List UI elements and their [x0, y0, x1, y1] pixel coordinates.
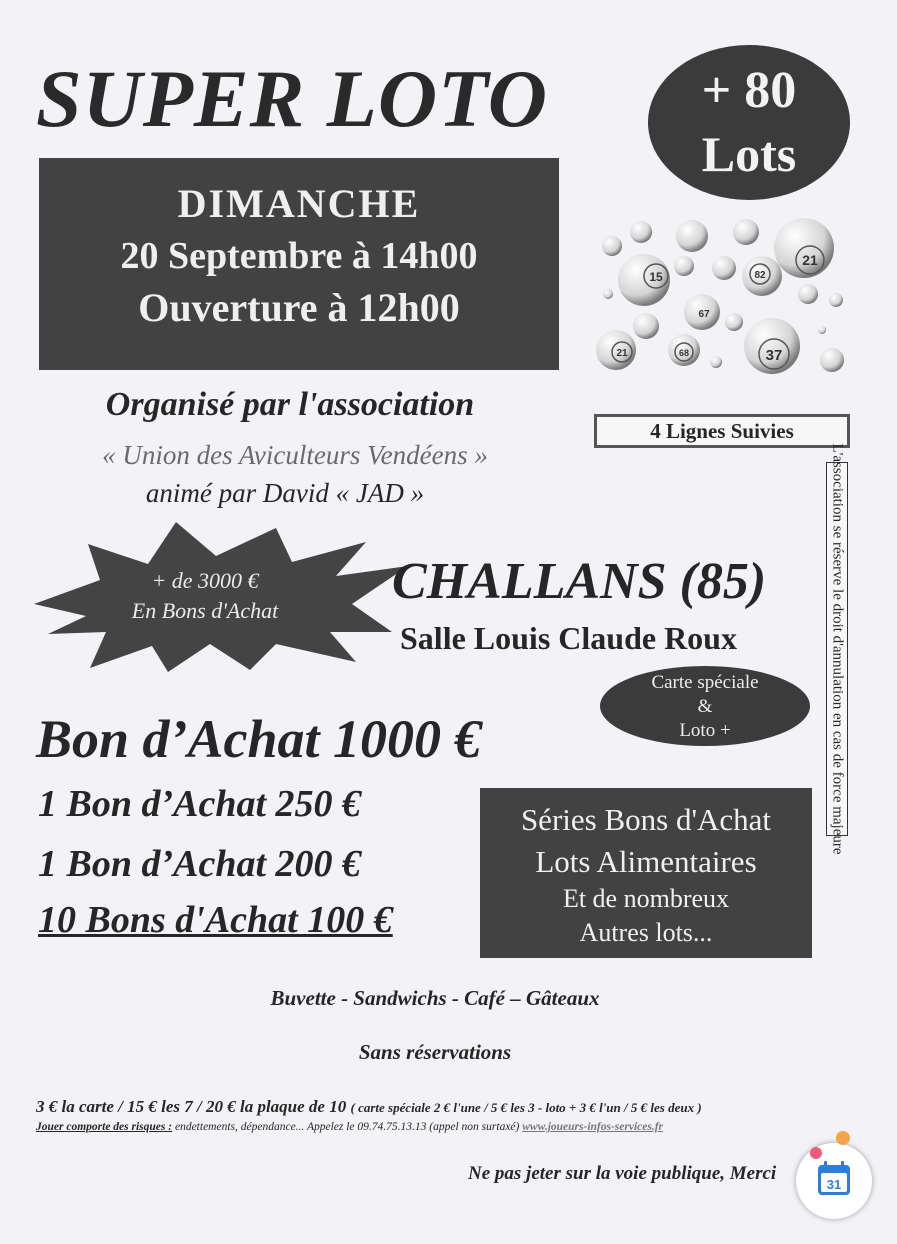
bingo-ball — [742, 256, 782, 296]
svg-text:21: 21 — [616, 348, 628, 359]
bingo-ball — [618, 254, 670, 306]
bingo-ball — [744, 318, 800, 374]
bingo-ball — [596, 330, 636, 370]
svg-text:67: 67 — [698, 309, 710, 320]
association-name: « Union des Aviculteurs Vendéens » — [102, 440, 488, 470]
series-line3: Et de nombreux — [562, 884, 730, 913]
cancellation-notice-text: L'association se réserve le droit d'annulation en cas de force majeure — [829, 443, 846, 855]
bingo-ball — [733, 219, 759, 245]
prize-200: 1 Bon d’Achat 200 € — [38, 843, 362, 885]
prize-250: 1 Bon d’Achat 250 € — [38, 783, 362, 825]
starburst-text — [60, 566, 350, 626]
hall-name: Salle Louis Claude Roux — [400, 620, 737, 656]
bingo-ball — [602, 236, 622, 256]
opening-time: Ouverture à 12h00 — [138, 285, 460, 330]
series-line2: Lots Alimentaires — [535, 844, 757, 879]
starburst-line1: + de 3000 € — [151, 568, 259, 593]
bingo-ball — [725, 313, 743, 331]
bingo-ball — [829, 293, 843, 307]
organizer-heading: Organisé par l'association — [105, 386, 475, 423]
risk-text: endettements, dépendance... Appelez le 09.74.75.13.13 (appel non surtaxé) — [172, 1121, 520, 1133]
bingo-ball — [820, 348, 844, 372]
bingo-ball — [603, 289, 613, 299]
series-line4: Autres lots... — [579, 918, 713, 947]
risk-label: Jouer comporte des risques : — [36, 1121, 173, 1133]
svg-text:37: 37 — [765, 347, 783, 364]
prize-100: 10 Bons d'Achat 100 € — [38, 899, 393, 941]
price-line — [36, 1097, 702, 1117]
city-name: CHALLANS (85) — [392, 553, 767, 610]
bingo-ball — [798, 284, 818, 304]
carte-line1: Carte spéciale — [651, 672, 759, 693]
svg-text:68: 68 — [678, 348, 690, 358]
svg-text:21: 21 — [802, 252, 818, 268]
carte-speciale-badge — [600, 666, 810, 746]
series-box — [480, 788, 812, 958]
price-main: 3 € la carte / 15 € les 7 / 20 € la plaque de 10 — [36, 1097, 347, 1116]
date-day: DIMANCHE — [177, 181, 421, 226]
no-reservations: Sans réservations — [358, 1040, 512, 1064]
refreshments-line: Buvette - Sandwichs - Café – Gâteaux — [270, 986, 600, 1010]
carte-line3: Loto + — [679, 720, 731, 741]
orange-dot — [836, 1131, 850, 1145]
main-prize: Bon d’Achat 1000 € — [36, 709, 482, 769]
bingo-ball — [684, 294, 720, 330]
calendar-icon — [796, 1143, 872, 1219]
svg-text:15: 15 — [649, 270, 663, 284]
lots-badge-line1: + 80 — [701, 62, 797, 119]
bingo-ball — [712, 256, 736, 280]
svg-text:82: 82 — [754, 270, 766, 281]
bingo-balls-illustration — [596, 210, 851, 380]
host-line: animé par David « JAD » — [145, 478, 425, 508]
bingo-ball — [710, 356, 722, 368]
bingo-ball — [674, 256, 694, 276]
bingo-ball — [668, 334, 700, 366]
lots-count-badge — [648, 45, 850, 200]
price-detail: ( carte spéciale 2 € l'une / 5 € les 3 - loto + 3 € l'un / 5 € les deux ) — [350, 1100, 702, 1115]
cancellation-notice — [826, 443, 848, 855]
gambling-risk-notice — [36, 1121, 663, 1133]
poster-title: SUPER LOTO — [36, 53, 548, 144]
series-line1: Séries Bons d'Achat — [520, 802, 772, 837]
litter-notice: Ne pas jeter sur la voie publique, Merci — [468, 1163, 777, 1184]
bingo-ball — [818, 326, 826, 334]
bingo-ball — [774, 218, 834, 278]
lots-badge-line2: Lots — [701, 126, 797, 182]
bingo-ball — [630, 221, 652, 243]
calendar-badge[interactable] — [796, 1143, 872, 1219]
date-time: 20 Septembre à 14h00 — [120, 235, 478, 277]
bingo-ball — [676, 220, 708, 252]
bingo-ball — [633, 313, 659, 339]
carte-line2: & — [697, 696, 713, 717]
starburst-line2: En Bons d'Achat — [131, 598, 279, 623]
risk-info-link[interactable]: www.joueurs-infos-services.fr — [522, 1121, 664, 1133]
calendar-badge-day: 31 — [826, 1177, 842, 1192]
lignes-suivies-label: 4 Lignes Suivies — [594, 414, 850, 448]
date-box — [39, 158, 559, 370]
